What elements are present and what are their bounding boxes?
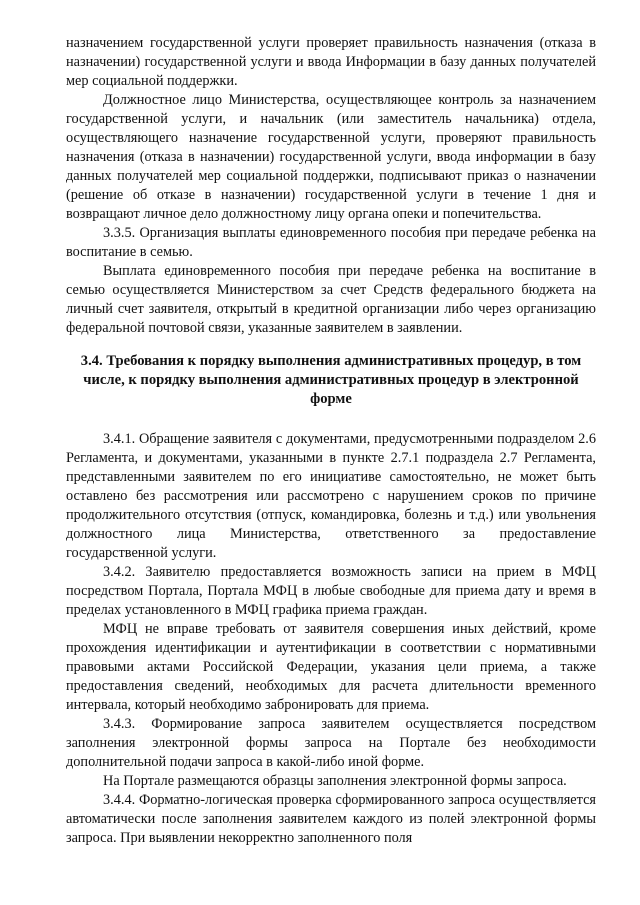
paragraph-3-4-1: 3.4.1. Обращение заявителя с документами, предусмотренными подразделом 2.6 Регламента, и документами, указанными в пункте 2.7.1 подраздела 2.7 Регламента, представленными заявителем по его инициативе самостоятельно, не может быть оставлено без рассмотрения или рассмотрено с нарушением сроков по причине продолжительного отсутствия (отпуск, командировка, болезнь и т.д.) или увольнения должностного лица Министерства, ответственного за предоставление государственной услуги. xyxy=(66,431,596,561)
paragraph-control-check: Должностное лицо Министерства, осуществляющее контроль за назначением государственной услуги, и начальник (или заместитель начальника) отдела, осуществляющего назначение государственной услуги, проверяют правильность назначения (отказа в назначении) государственной услуги, ввода информации в базу данных получателей мер социальной поддержки, подписывают приказ о назначении (решение об отказе в назначении) государственной услуги в течение 1 дня и возвращают личное дело должностному лицу органа опеки и попечительства. xyxy=(66,92,596,222)
paragraph-mfc-rights: МФЦ не вправе требовать от заявителя совершения иных действий, кроме прохождения идентификации и аутентификации в соответствии с нормативными правовыми актами Российской Федерации, указания цели приема, а также предоставления сведений, необходимых для расчета длительности временного интервала, который необходимо забронировать для приема. xyxy=(66,621,596,713)
paragraph-samples: На Портале размещаются образцы заполнения электронной формы запроса. xyxy=(103,773,567,789)
text-block-requirements xyxy=(66,430,596,848)
section-heading-3-4: 3.4. Требования к порядку выполнения административных процедур, в том числе, к порядку выполнения административных процедур в электронной форме xyxy=(80,353,582,407)
text-block-procedures xyxy=(66,34,596,338)
paragraph-3-4-2: 3.4.2. Заявителю предоставляется возможность записи на прием в МФЦ посредством Портала, Портала МФЦ в любые свободные для приема дату и время в пределах установленного в МФЦ графика приема граждан. xyxy=(66,564,596,618)
paragraph-3-4-3: 3.4.3. Формирование запроса заявителем осуществляется посредством заполнения электронной формы запроса на Портале без необходимости дополнительной подачи запроса в какой-либо иной форме. xyxy=(66,716,596,770)
paragraph-3-3-5: 3.3.5. Организация выплаты единовременного пособия при передаче ребенка на воспитание в семью. xyxy=(66,225,596,260)
paragraph-3-4-4: 3.4.4. Форматно-логическая проверка сформированного запроса осуществляется автоматически после заполнения заявителем каждого из полей электронной формы запроса. При выявлении некорректно заполненного поля xyxy=(66,792,596,846)
paragraph-payment: Выплата единовременного пособия при передаче ребенка на воспитание в семью осуществляется Министерством за счет Средств федерального бюджета на личный счет заявителя, открытый в кредитной организации либо через организацию федеральной почтовой связи, указанные заявителем в заявлении. xyxy=(66,263,596,336)
paragraph-continuation: назначением государственной услуги проверяет правильность назначения (отказа в назначении) государственной услуги и ввода Информации в базу данных получателей мер социальной поддержки. xyxy=(66,35,596,89)
